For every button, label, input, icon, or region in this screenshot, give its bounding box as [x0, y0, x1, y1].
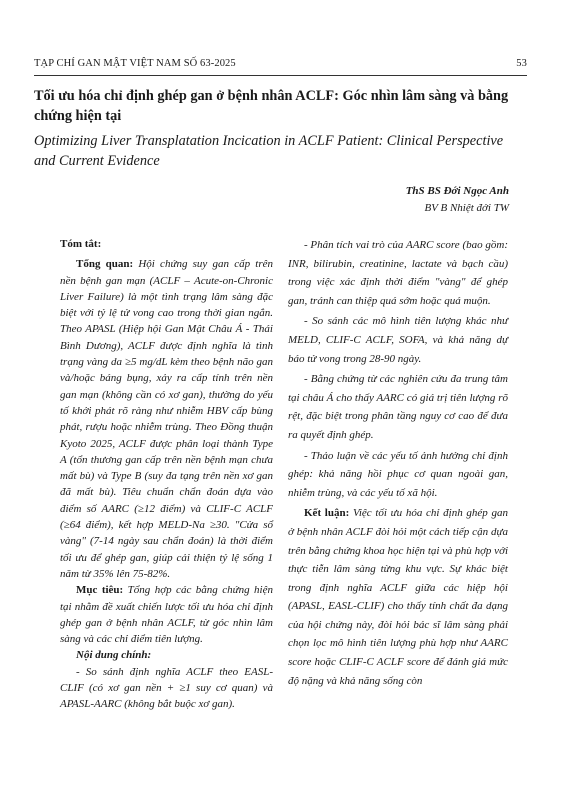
right-column — [288, 236, 508, 690]
overview-label: Tổng quan: — [76, 258, 134, 271]
content-bullet: - Phân tích vai trò của AARC score (bao gồm: INR, bilirubin, creatinine, lactate và bạch cầu) trong việc xác định thời điểm "vàng" để ghép gan, tránh can thiệp quá sớm hoặc quá muộn. — [288, 239, 508, 307]
header-rule — [34, 75, 527, 76]
conclusion-text: Việc tối ưu hóa chỉ định ghép gan ở bệnh nhân ACLF đòi hỏi một cách tiếp cận dựa trên bằng chứng khoa học hiện tại và phù hợp với thực tiễn lâm sàng từng khu vực. Sự khác biệt trong định nghĩa ACLF giữa các hiệp hội (APASL, EASL-CLIF) cho thấy tính chất đa dạng của hội chứng này, đòi hỏi bác sĩ lâm sàng phải chọn lọc mô hình tiên lượng phù hợp như AARC score hoặc CLIF-C ACLF score để đánh giá mức độ nặng và khả năng sống còn — [288, 507, 508, 687]
content-bullet: - Bằng chứng từ các nghiên cứu đa trung tâm tại châu Á cho thấy AARC có giá trị tiên lượng rõ rệt, đặc biệt trong phân tầng nguy cơ cao để đưa ra quyết định ghép. — [288, 373, 508, 441]
author-affiliation: BV B Nhiệt đới TW — [424, 202, 509, 214]
content-heading: Nội dung chính: — [76, 649, 152, 662]
abstract-heading: Tóm tắt: — [60, 238, 102, 250]
aim-text: Tổng hợp các bằng chứng hiện tại nhằm đề xuất chiến lược tối ưu hóa chỉ định ghép gan ở bệnh nhân ACLF, từ góc nhìn lâm sàng và các chỉ điểm tiên lượng. — [60, 584, 273, 646]
overview-text: Hội chứng suy gan cấp trên nền bệnh gan mạn (ACLF – Acute-on-Chronic Liver Failure) là một tình trạng lâm sàng đặc biệt với tỷ lệ tử vong cao trong thời gian ngắn. Theo APASL (Hiệp hội Gan Mật Châu Á - Thái Bình Dương), ACLF được định nghĩa là tình trạng vàng da ≥5 mg/dL kèm theo bệnh não gan và/hoặc báng bụng, xảy ra cấp tính trên nền gan mạn (không cần có xơ gan), thường do yếu tố khởi phát rõ ràng như nhiễm HBV cấp bùng phát, rượu hoặc nhiễm trùng. Theo Đồng thuận Kyoto 2025, ACLF được phân loại thành Type A (tổn thương gan cấp trên nền bệnh mạn chưa mất bù) và Type B (suy đa tạng trên nền xơ gan đã mất bù). Tiêu chuẩn chẩn đoán dựa vào điểm số AARC (≥12 điểm) và CLIF-C ACLF (≥64 điểm), kết hợp MELD-Na ≥30. "Cửa sổ vàng" (7-14 ngày sau chẩn đoán) là thời điểm tối ưu để ghép gan, giúp cải thiện tỷ lệ sống 1 năm từ 35% lên 75-82%. — [60, 258, 273, 580]
content-bullet: - So sánh các mô hình tiên lượng khác như MELD, CLIF-C ACLF, SOFA, và khả năng dự báo tử vong trong 28-90 ngày. — [288, 315, 508, 365]
conclusion-paragraph — [288, 504, 508, 690]
article-title-vietnamese: Tối ưu hóa chỉ định ghép gan ở bệnh nhân ACLF: Góc nhìn lâm sàng và bằng chứng hiện tại — [34, 88, 509, 124]
running-header — [34, 58, 527, 74]
content-bullet: - Thảo luận về các yếu tố ảnh hưởng chỉ định ghép: khả năng hồi phục cơ quan ngoài gan, nhiễm trùng, và các yếu tố xã hội. — [288, 449, 508, 499]
article-title-english: Optimizing Liver Transplatation Incication in ACLF Patient: Clinical Perspective and Current Evidence — [34, 133, 504, 169]
page-number: 53 — [516, 58, 527, 69]
overview-paragraph — [60, 256, 273, 582]
content-bullet: - So sánh định nghĩa ACLF theo EASL-CLIF (có xơ gan nền + ≥1 suy cơ quan) và APASL-AARC (không bắt buộc xơ gan). — [60, 665, 273, 711]
journal-name: TẠP CHÍ GAN MẬT VIỆT NAM SỐ 63-2025 — [34, 58, 236, 69]
conclusion-label: Kết luận: — [304, 507, 350, 520]
left-column — [60, 236, 273, 715]
author-block — [406, 183, 509, 217]
author-name: ThS BS Đới Ngọc Anh — [405, 185, 509, 197]
aim-label: Mục tiêu: — [76, 584, 124, 597]
aim-paragraph — [60, 582, 273, 647]
